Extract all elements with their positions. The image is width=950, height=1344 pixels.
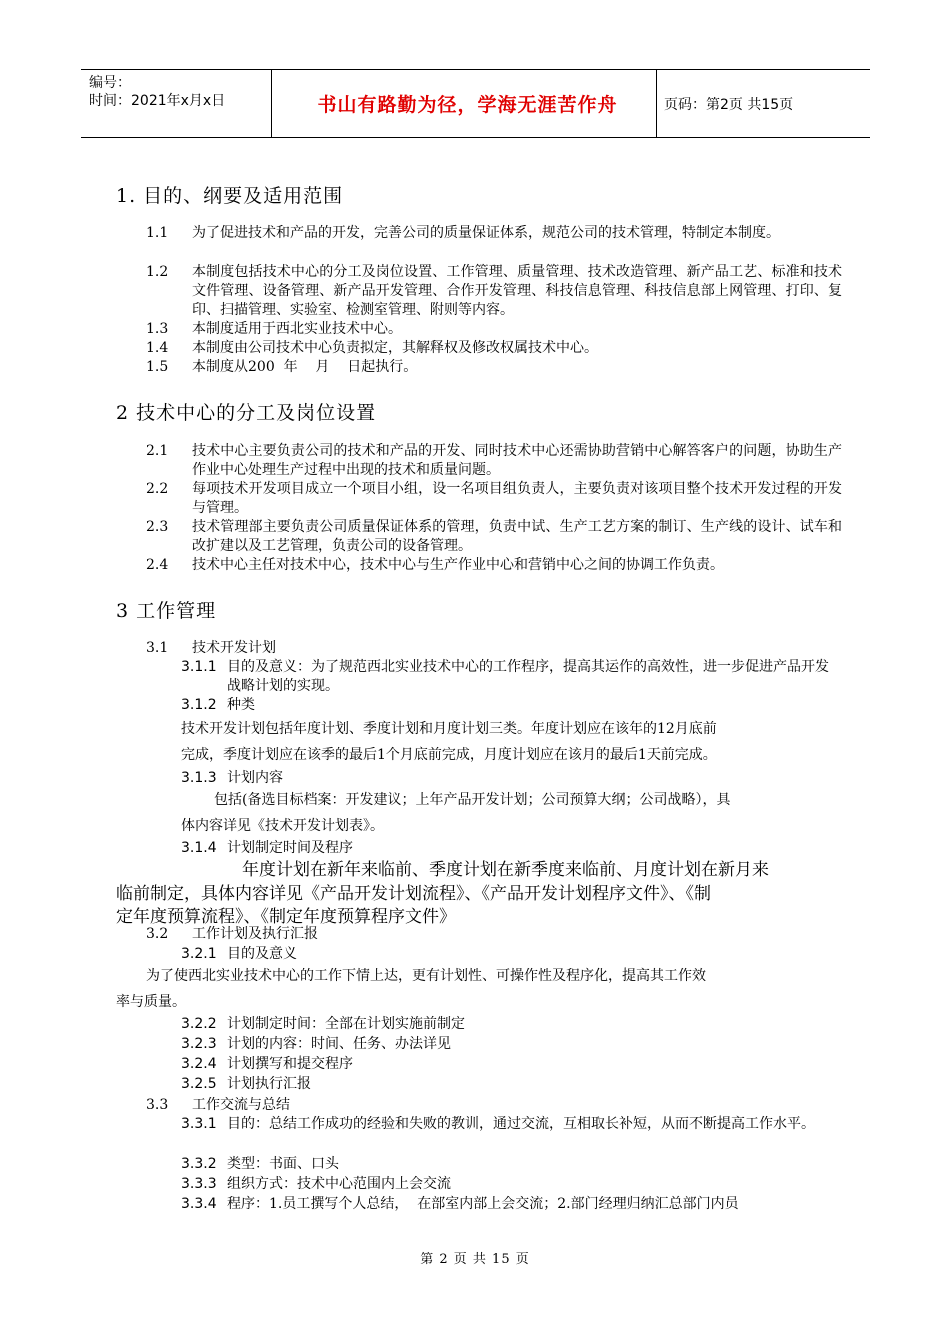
paragraph-line: 临前制定，具体内容详见《产品开发计划流程》、《产品开发计划程序文件》、《制	[116, 884, 711, 904]
item-text: 技术中心主要负责公司的技术和产品的开发、同时技术中心还需协助营销中心解答客户的问题，协助生产作业中心处理生产过程中出现的技术和质量问题。	[192, 443, 842, 478]
paragraph-line: 定年度预算流程》、《制定年度预算程序文件》	[116, 907, 456, 927]
subitem-text: 程序：1.员工撰写个人总结， 在部室内部上会交流；2.部门经理归纳汇总部门内员	[227, 1196, 739, 1212]
subitem-number: 3.1.1	[181, 659, 217, 675]
section-3-title: 3 工作管理	[116, 600, 217, 622]
date-label: 时间：2021年x月x日	[89, 93, 226, 109]
section-1-title: 1. 目的、纲要及适用范围	[116, 185, 344, 207]
item-number: 2.3	[146, 519, 169, 535]
subitem-number: 3.3.1	[181, 1116, 217, 1132]
header-divider	[656, 70, 657, 137]
paragraph-line: 率与质量。	[116, 994, 186, 1010]
subitem-number: 3.2.4	[181, 1056, 217, 1072]
paragraph-line: 完成，季度计划应在该季的最后1个月底前完成，月度计划应在该月的最后1天前完成。	[181, 747, 717, 763]
item-text: 为了促进技术和产品的开发，完善公司的质量保证体系，规范公司的技术管理，特制定本制度。	[192, 225, 780, 241]
subitem-text: 计划制定时间及程序	[227, 840, 353, 856]
subitem-text: 类型：书面、口头	[227, 1156, 339, 1172]
item-text: 本制度包括技术中心的分工及岗位设置、工作管理、质量管理、技术改造管理、新产品工艺、标准和技术文件管理、设备管理、新产品开发管理、合作开发管理、科技信息管理、科技信息部上网管理、打印、复印、扫描管理、实验室、检测室管理、附则等内容。	[192, 264, 842, 318]
paragraph-line: 为了使西北实业技术中心的工作下情上达，更有计划性、可操作性及程序化，提高其工作效	[146, 968, 706, 984]
paragraph-line: 技术开发计划包括年度计划、季度计划和月度计划三类。年度计划应在该年的12月底前	[181, 721, 717, 737]
item-text: 工作交流与总结	[192, 1097, 290, 1113]
subitem-number: 3.2.3	[181, 1036, 217, 1052]
subitem-text: 组织方式：技术中心范围内上会交流	[227, 1176, 451, 1192]
header-motto: 书山有路勤为径，学海无涯苦作舟	[317, 94, 618, 116]
subitem-number: 3.1.4	[181, 840, 217, 856]
subitem-text: 目的：总结工作成功的经验和失败的教训，通过交流，互相取长补短，从而不断提高工作水平。	[227, 1116, 815, 1132]
subitem-number: 3.2.5	[181, 1076, 217, 1092]
header-left	[89, 74, 225, 110]
subitem-number: 3.3.4	[181, 1196, 217, 1212]
item-number: 1.3	[146, 321, 169, 337]
item-number: 1.1	[146, 225, 169, 241]
subitem-number: 3.3.3	[181, 1176, 217, 1192]
page-footer: 第 2 页 共 15 页	[420, 1252, 530, 1267]
item-text: 每项技术开发项目成立一个项目小组，设一名项目组负责人，主要负责对该项目整个技术开发过程的开发与管理。	[192, 481, 842, 516]
item-text: 工作计划及执行汇报	[192, 926, 318, 942]
item-text: 技术管理部主要负责公司质量保证体系的管理，负责中试、生产工艺方案的制订、生产线的设计、试车和改扩建以及工艺管理，负责公司的设备管理。	[192, 519, 842, 554]
subitem-number: 3.3.2	[181, 1156, 217, 1172]
section-2-title: 2 技术中心的分工及岗位设置	[116, 402, 377, 424]
item-text: 本制度从200 年 月 日起执行。	[192, 359, 418, 375]
subitem-number: 3.1.3	[181, 770, 217, 786]
item-text: 本制度由公司技术中心负责拟定，其解释权及修改权属技术中心。	[192, 340, 598, 356]
page-header	[81, 69, 870, 138]
item-number: 1.5	[146, 359, 169, 375]
paragraph-line: 体内容详见《技术开发计划表》。	[181, 818, 384, 834]
subitem-text: 计划制定时间：全部在计划实施前制定	[227, 1016, 465, 1032]
paragraph-line: 年度计划在新年来临前、季度计划在新季度来临前、月度计划在新月来	[242, 860, 769, 880]
item-text: 本制度适用于西北实业技术中心。	[192, 321, 402, 337]
item-number: 1.4	[146, 340, 169, 356]
item-number: 3.3	[146, 1097, 169, 1113]
header-page-label: 页码：第2页 共15页	[664, 97, 794, 113]
subitem-number: 3.2.1	[181, 946, 217, 962]
item-number: 2.1	[146, 443, 169, 459]
item-number: 3.2	[146, 926, 169, 942]
code-label: 编号：	[89, 75, 131, 91]
item-number: 2.4	[146, 557, 169, 573]
subitem-text: 计划撰写和提交程序	[227, 1056, 353, 1072]
subitem-number: 3.1.2	[181, 697, 217, 713]
subitem-text: 计划的内容：时间、任务、办法详见	[227, 1036, 451, 1052]
item-text: 技术中心主任对技术中心，技术中心与生产作业中心和营销中心之间的协调工作负责。	[192, 557, 724, 573]
item-number: 2.2	[146, 481, 169, 497]
subitem-text: 种类	[227, 697, 255, 713]
subitem-number: 3.2.2	[181, 1016, 217, 1032]
subitem-text: 计划执行汇报	[227, 1076, 311, 1092]
paragraph-line: 包括(备选目标档案：开发建议；上年产品开发计划；公司预算大纲；公司战略），具	[214, 792, 731, 808]
subitem-text: 计划内容	[227, 770, 283, 786]
header-divider	[271, 70, 272, 137]
subitem-text: 目的及意义	[227, 946, 297, 962]
item-text: 技术开发计划	[192, 640, 276, 656]
item-number: 3.1	[146, 640, 169, 656]
subitem-text: 目的及意义：为了规范西北实业技术中心的工作程序，提高其运作的高效性，进一步促进产品开发战略计划的实现。	[227, 659, 829, 694]
item-number: 1.2	[146, 264, 169, 280]
